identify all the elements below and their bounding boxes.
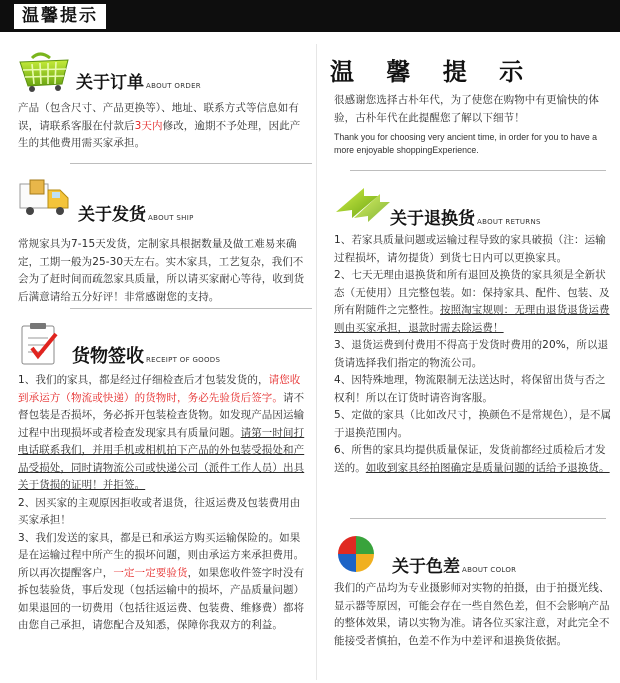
color-text: 我们的产品均为专业摄影师对实物的拍摄，由于拍摄光线、显示器等原因，可能会存在一些自然色差，但不会影响产品的整体效果，请以实物为准。请各位买家注意，对此完全不能接受者慎拍，色差不作为中差评和退换货依据。: [334, 582, 610, 647]
header-title: 温馨提示: [14, 4, 106, 29]
section-returns: [334, 184, 614, 477]
section-ship-title: 关于发货: [78, 205, 146, 225]
section-color-subtitle: ABOUT COLOR: [462, 566, 517, 574]
section-color-title: 关于色差: [392, 557, 460, 577]
welcome-text-en: Thank you for choosing very ancient time, in order for you to have a more enjoyable shoppingExperience.: [334, 132, 598, 155]
returns-item-5: 5、定做的家具（比如改尺寸，换颜色不是常规色），是不属于退换范围内。: [334, 409, 612, 439]
section-returns-subtitle: ABOUT RETURNS: [477, 218, 541, 226]
column-divider: [316, 44, 317, 680]
receipt-item-3: 3、我们发送的家具，都是已和承运方购买运输保险的。如果是在运输过程中所产生的损坏问题，则由承运方来承担费用。所以再次提醒客户，一定一定要验货，如果您收件签字时没有拆包装验货，事后发现（包括运输中的损坏，产品质量问题）如果退回的一切费用（包括往返运费、包装费、维修费）都将由您自己承担，请您配合及知悉，保障你我双方的利益。: [18, 531, 305, 631]
section-order-subtitle: ABOUT ORDER: [146, 82, 201, 90]
section-receipt-title: 货物签收: [72, 346, 144, 367]
section-order-title: 关于订单: [76, 73, 144, 93]
welcome-divider: [350, 170, 606, 171]
section-receipt-subtitle: RECEIPT OF GOODS: [146, 356, 221, 364]
order-divider: [70, 163, 312, 164]
returns-item-6: 6、所售的家具均提供质量保证，发货前都经过质检后才发送的。如收到家具经拍图确定是质量问题的话给予退换货。: [334, 444, 610, 474]
ship-text: 常规家具为7-15天发货，定制家具根据数量及做工难易来确定，工期一般为25-30天左右。实木家具，工艺复杂，我们不会为了赶时间而疏忽家具质量，所以请买家耐心等待，收到货后满意请给五分好评！非常感谢您的支持。: [18, 238, 305, 303]
header-bar: [0, 0, 620, 32]
receipt-item-1: 1、我们的家具，都是经过仔细检查后才包装发货的，请您收到承运方（物流或快递）的货物时，务必先验货后签字。请不督包装是否损坏，务必拆开包装检查货物。如发现产品因运输过程中出现损坏或者检查发现家具有质量问题。请第一时间打电话联系我们，并用手机或相机拍下产品的外包装受损处和产品受损处，同时请物流公司或快递公司（派件工作人员）出具关于货损的证明！并拒签。: [18, 374, 305, 491]
welcome-title: 温 馨 提 示: [330, 57, 536, 86]
welcome-text: 很感谢您选择古朴年代，为了使您在购物中有更愉快的体验，古朴年代在此提醒您了解以下细节！: [334, 94, 599, 124]
section-color: [334, 532, 614, 650]
clipboard-check-icon: [18, 322, 70, 372]
section-welcome: [334, 92, 614, 157]
section-ship-subtitle: ABOUT SHIP: [148, 214, 194, 222]
returns-item-1: 1、若家具质量问题或运输过程导致的家具破损（注：运输过程损坏，请勿提货）到货七日内可以更换家具。: [334, 234, 606, 264]
section-order: [18, 50, 308, 153]
returns-item-4: 4、因特殊地理，物流限制无法送达时，将保留出货与否之权利！所以在订货时请咨询客服。: [334, 374, 606, 404]
section-returns-title: 关于退换货: [390, 209, 475, 229]
receipt-item-2: 2、因买家的主观原因拒收或者退货，往返运费及包装费用由买家承担！: [18, 496, 301, 526]
shopping-basket-icon: [18, 50, 76, 98]
returns-divider: [350, 518, 606, 519]
delivery-truck-icon: [18, 178, 76, 226]
ship-divider: [70, 308, 312, 309]
returns-item-2: 2、七天无理由退换货和所有退回及换货的家具须是全新状态（无使用）且完整包装。如：保持家具、配件、包装、及所有附随件之完整性。按照淘宝规则：无理由退货退货运费则由买家承担，退款时需去除运费！: [334, 269, 610, 334]
return-arrows-icon: [334, 184, 392, 228]
color-palette-icon: [334, 532, 380, 580]
section-ship: [18, 178, 308, 306]
order-text: 产品（包含尺寸、产品更换等）、地址、联系方式等信息如有误，请联系客服在付款后3天内修改，逾期不予处理，因此产生的其他费用需买家承担。: [18, 102, 301, 149]
returns-item-3: 3、退货运费到付费用不得高于发货时费用的20%，所以退货请选择我们指定的物流公司。: [334, 339, 609, 369]
section-receipt: [18, 322, 310, 635]
